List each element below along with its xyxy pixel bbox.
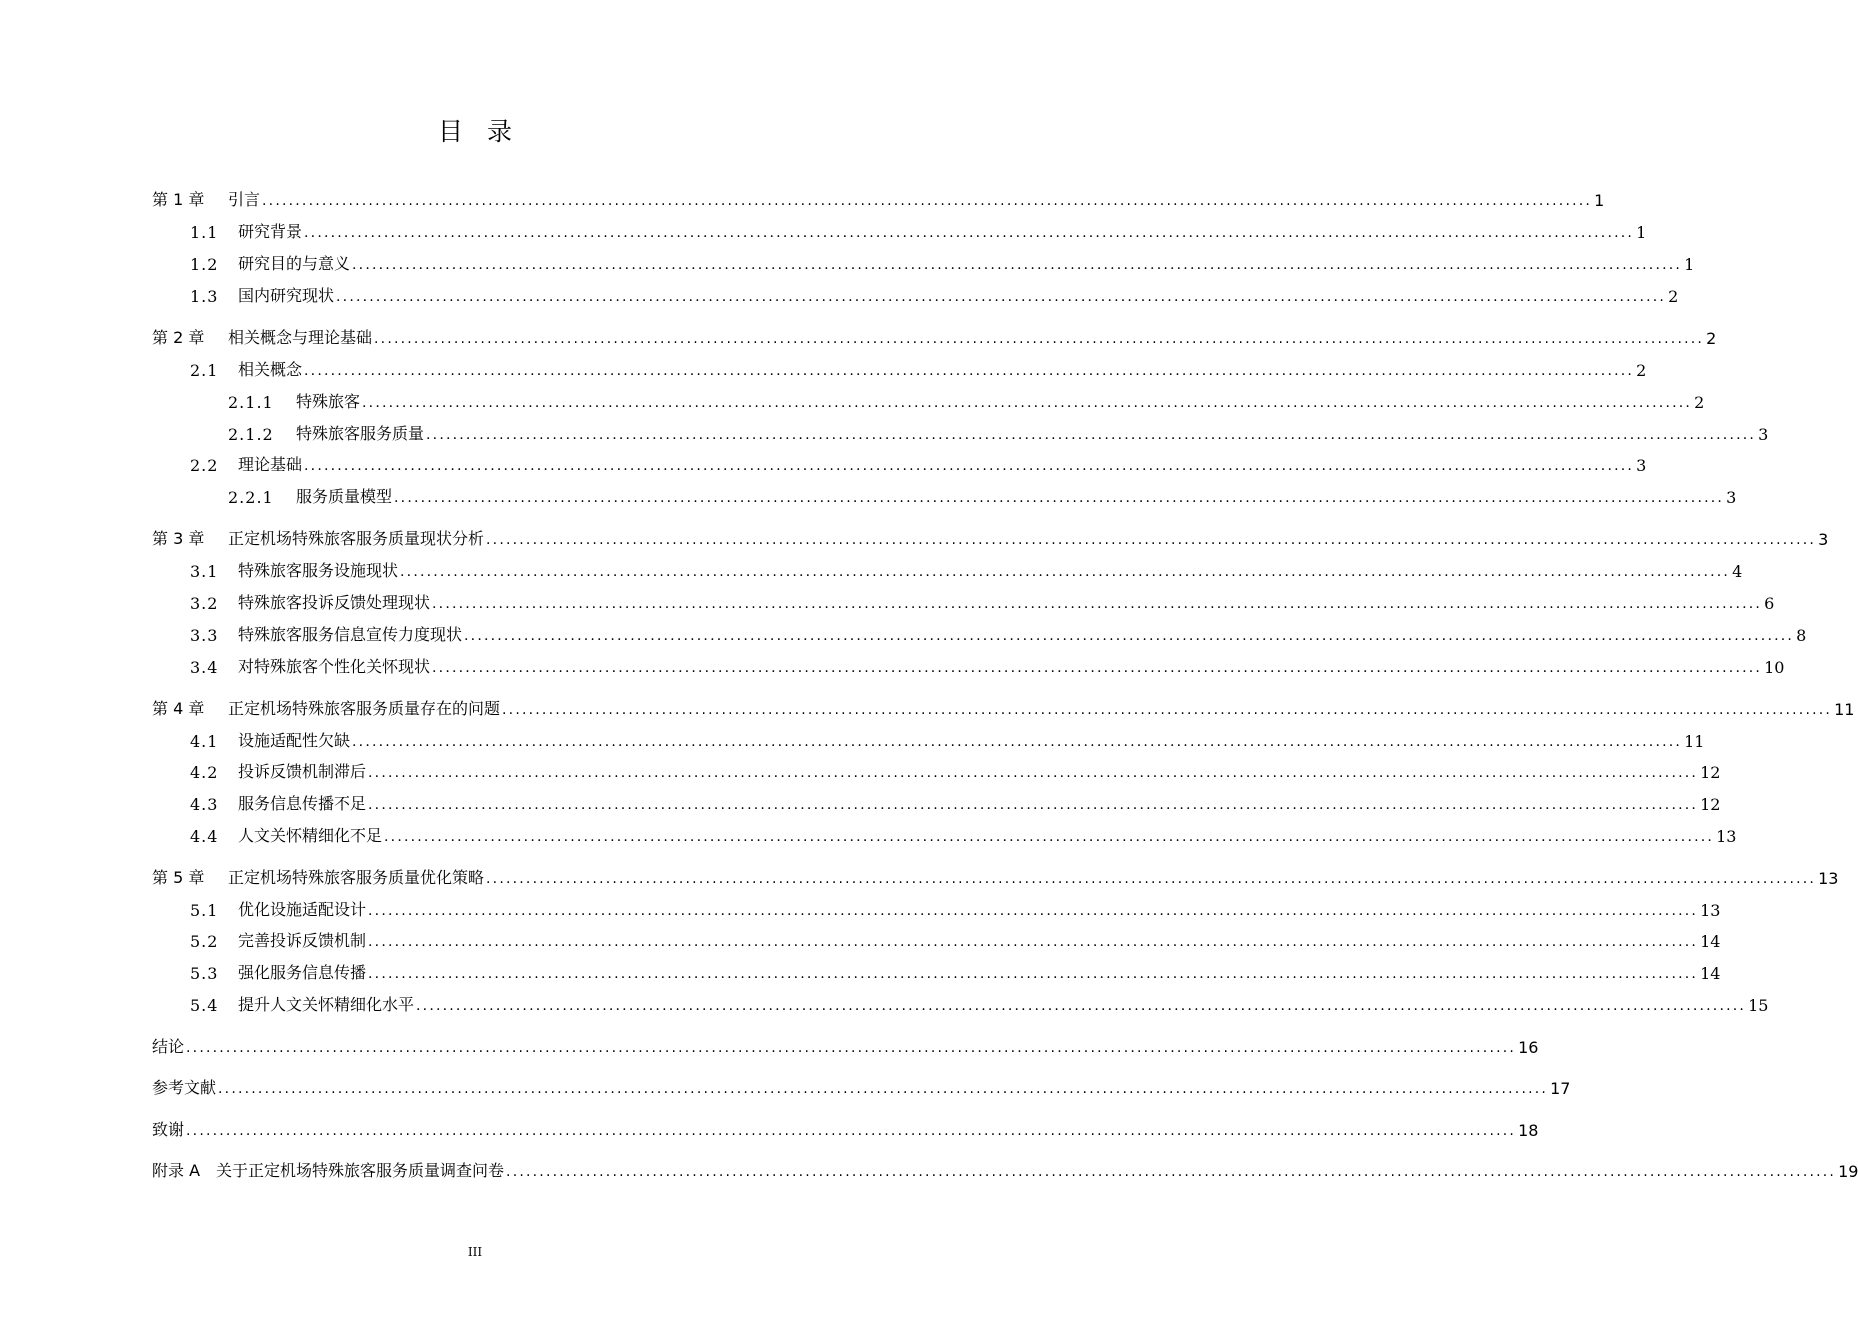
toc-leader-dots: ........................................................................................................................................................................................................ bbox=[304, 363, 1635, 379]
toc-leader-dots: ........................................................................................................................................................................................................ bbox=[368, 765, 1699, 781]
toc-entry-page: 2 bbox=[1668, 287, 1679, 306]
toc-entry-page: 10 bbox=[1764, 658, 1785, 677]
toc-entry-page: 19 bbox=[1838, 1162, 1858, 1181]
toc-entry-label: 完善投诉反馈机制 bbox=[238, 931, 367, 950]
toc-leader-dots: ........................................................................................................................................................................................................ bbox=[368, 934, 1699, 950]
toc-entry[interactable] bbox=[190, 729, 1705, 751]
toc-entry[interactable] bbox=[152, 326, 1717, 348]
toc-leader-dots: ........................................................................................................................................................................................................ bbox=[218, 1081, 1549, 1097]
toc-leader-dots: ........................................................................................................................................................................................................ bbox=[506, 1164, 1837, 1180]
toc-entry[interactable] bbox=[190, 655, 1785, 677]
toc-entry[interactable] bbox=[190, 453, 1647, 475]
toc-entry-label: 致谢 bbox=[152, 1120, 185, 1139]
toc-entry-label: 附录 A 关于正定机场特殊旅客服务质量调查问卷 bbox=[152, 1161, 505, 1180]
toc-leader-dots: ........................................................................................................................................................................................................ bbox=[384, 829, 1715, 845]
toc-leader-dots: ........................................................................................................................................................................................................ bbox=[362, 395, 1693, 411]
toc-entry[interactable] bbox=[190, 824, 1737, 846]
toc-entry-label: 强化服务信息传播 bbox=[238, 963, 367, 982]
toc-entry-label: 优化设施适配设计 bbox=[238, 900, 367, 919]
toc-entry-label: 人文关怀精细化不足 bbox=[238, 826, 383, 845]
toc-entry-number: 4.1 bbox=[190, 732, 219, 751]
toc-entry-page: 13 bbox=[1716, 827, 1737, 846]
toc-entry-number: 2.2.1 bbox=[228, 488, 274, 507]
toc-entry[interactable] bbox=[228, 390, 1705, 412]
toc-leader-dots: ........................................................................................................................................................................................................ bbox=[368, 903, 1699, 919]
toc-entry-number: 2.1 bbox=[190, 361, 219, 380]
toc-entry-label: 特殊旅客服务信息宣传力度现状 bbox=[238, 625, 463, 644]
toc-entry-label: 对特殊旅客个性化关怀现状 bbox=[238, 657, 431, 676]
toc-entry-page: 2 bbox=[1636, 361, 1647, 380]
toc-entry-label: 研究背景 bbox=[238, 222, 303, 241]
toc-entry-label: 引言 bbox=[228, 190, 261, 209]
toc-entry-number: 1.1 bbox=[190, 223, 219, 242]
toc-entry[interactable] bbox=[152, 697, 1855, 719]
toc-entry-label: 投诉反馈机制滞后 bbox=[238, 762, 367, 781]
toc-entry-page: 13 bbox=[1700, 901, 1721, 920]
toc-entry[interactable] bbox=[152, 1076, 1571, 1098]
toc-leader-dots: ........................................................................................................................................................................................................ bbox=[336, 289, 1667, 305]
toc-leader-dots: ........................................................................................................................................................................................................ bbox=[426, 427, 1757, 443]
toc-entry-label: 相关概念 bbox=[238, 360, 303, 379]
toc-entry-page: 3 bbox=[1726, 488, 1737, 507]
toc-leader-dots: ........................................................................................................................................................................................................ bbox=[486, 532, 1817, 548]
toc-entry-page: 3 bbox=[1758, 425, 1769, 444]
toc-entry-label: 研究目的与意义 bbox=[238, 254, 351, 273]
toc-entry-number: 3.1 bbox=[190, 562, 219, 581]
toc-entry-number: 1.3 bbox=[190, 287, 219, 306]
toc-entry[interactable] bbox=[152, 188, 1605, 210]
toc-entry-label: 正定机场特殊旅客服务质量存在的问题 bbox=[228, 699, 501, 718]
toc-entry-number: 3.3 bbox=[190, 626, 219, 645]
toc-entry-page: 1 bbox=[1684, 255, 1695, 274]
toc-entry-page: 1 bbox=[1636, 223, 1647, 242]
toc-entry-number: 2.1.2 bbox=[228, 425, 274, 444]
toc-entry-label: 提升人文关怀精细化水平 bbox=[238, 995, 415, 1014]
page-number: III bbox=[467, 1245, 483, 1259]
toc-entry-number: 第 5 章 bbox=[152, 868, 205, 887]
toc-entry[interactable] bbox=[228, 422, 1769, 444]
toc-entry-number: 3.2 bbox=[190, 594, 219, 613]
toc-title: 目录 bbox=[437, 117, 536, 146]
toc-entry-number: 5.2 bbox=[190, 932, 219, 951]
toc-leader-dots: ........................................................................................................................................................................................................ bbox=[352, 734, 1683, 750]
toc-entry[interactable] bbox=[190, 623, 1807, 645]
toc-leader-dots: ........................................................................................................................................................................................................ bbox=[352, 257, 1683, 273]
toc-entry-number: 5.3 bbox=[190, 964, 219, 983]
toc-entry-number: 第 2 章 bbox=[152, 328, 205, 347]
toc-entry-page: 11 bbox=[1684, 732, 1705, 751]
toc-entry[interactable] bbox=[152, 527, 1829, 549]
toc-entry-page: 4 bbox=[1732, 562, 1743, 581]
toc-entry-number: 5.4 bbox=[190, 996, 219, 1015]
toc-entry[interactable] bbox=[152, 1159, 1858, 1181]
toc-entry-label: 国内研究现状 bbox=[238, 286, 335, 305]
toc-entry-label: 特殊旅客 bbox=[296, 392, 361, 411]
toc-entry[interactable] bbox=[152, 1035, 1539, 1057]
toc-entry-page: 3 bbox=[1636, 456, 1647, 475]
toc-entry-page: 14 bbox=[1700, 964, 1721, 983]
toc-leader-dots: ........................................................................................................................................................................................................ bbox=[416, 998, 1747, 1014]
toc-entry-page: 12 bbox=[1700, 763, 1721, 782]
toc-entry-page: 11 bbox=[1834, 700, 1855, 719]
toc-leader-dots: ........................................................................................................................................................................................................ bbox=[304, 458, 1635, 474]
toc-entry[interactable] bbox=[190, 760, 1721, 782]
toc-entry[interactable] bbox=[190, 929, 1721, 951]
toc-entry-label: 设施适配性欠缺 bbox=[238, 731, 351, 750]
toc-entry-label: 特殊旅客服务设施现状 bbox=[238, 561, 399, 580]
toc-entry-label: 服务信息传播不足 bbox=[238, 794, 367, 813]
toc-entry[interactable] bbox=[190, 961, 1721, 983]
toc-entry-page: 6 bbox=[1764, 594, 1775, 613]
toc-leader-dots: ........................................................................................................................................................................................................ bbox=[502, 702, 1833, 718]
toc-entry[interactable] bbox=[190, 220, 1647, 242]
toc-entry-number: 第 3 章 bbox=[152, 529, 205, 548]
toc-entry[interactable] bbox=[228, 485, 1737, 507]
toc-entry[interactable] bbox=[190, 284, 1679, 306]
toc-entry[interactable] bbox=[190, 358, 1647, 380]
toc-leader-dots: ........................................................................................................................................................................................................ bbox=[432, 596, 1763, 612]
toc-leader-dots: ........................................................................................................................................................................................................ bbox=[262, 193, 1593, 209]
toc-entry-number: 4.2 bbox=[190, 763, 219, 782]
toc-entry-label: 特殊旅客投诉反馈处理现状 bbox=[238, 593, 431, 612]
toc-entry-number: 4.4 bbox=[190, 827, 219, 846]
toc-entry-label: 结论 bbox=[152, 1037, 185, 1056]
toc-entry[interactable] bbox=[190, 591, 1775, 613]
toc-leader-dots: ........................................................................................................................................................................................................ bbox=[394, 490, 1725, 506]
toc-entry-number: 3.4 bbox=[190, 658, 219, 677]
toc-entry[interactable] bbox=[190, 898, 1721, 920]
toc-entry-number: 2.2 bbox=[190, 456, 219, 475]
toc-leader-dots: ........................................................................................................................................................................................................ bbox=[464, 628, 1795, 644]
toc-entry-label: 参考文献 bbox=[152, 1078, 217, 1097]
toc-entry-number: 第 4 章 bbox=[152, 699, 205, 718]
toc-entry[interactable] bbox=[152, 1118, 1539, 1140]
toc-leader-dots: ........................................................................................................................................................................................................ bbox=[368, 797, 1699, 813]
toc-entry-number: 5.1 bbox=[190, 901, 219, 920]
toc-entry-label: 特殊旅客服务质量 bbox=[296, 424, 425, 443]
toc-leader-dots: ........................................................................................................................................................................................................ bbox=[304, 225, 1635, 241]
toc-entry-page: 8 bbox=[1796, 626, 1807, 645]
toc-leader-dots: ........................................................................................................................................................................................................ bbox=[368, 966, 1699, 982]
toc-leader-dots: ........................................................................................................................................................................................................ bbox=[374, 331, 1705, 347]
toc-entry[interactable] bbox=[190, 559, 1743, 581]
toc-entry-label: 服务质量模型 bbox=[296, 487, 393, 506]
toc-entry-page: 2 bbox=[1706, 329, 1717, 348]
toc-entry-page: 1 bbox=[1594, 191, 1605, 210]
toc-entry-page: 18 bbox=[1518, 1121, 1539, 1140]
toc-entry[interactable] bbox=[190, 252, 1695, 274]
toc-entry-page: 14 bbox=[1700, 932, 1721, 951]
toc-entry-number: 2.1.1 bbox=[228, 393, 274, 412]
toc-leader-dots: ........................................................................................................................................................................................................ bbox=[186, 1123, 1517, 1139]
toc-entry[interactable] bbox=[152, 866, 1839, 888]
toc-entry-page: 12 bbox=[1700, 795, 1721, 814]
toc-entry-page: 13 bbox=[1818, 869, 1839, 888]
toc-leader-dots: ........................................................................................................................................................................................................ bbox=[486, 871, 1817, 887]
toc-leader-dots: ........................................................................................................................................................................................................ bbox=[400, 564, 1731, 580]
toc-entry-page: 15 bbox=[1748, 996, 1769, 1015]
toc-entry-label: 相关概念与理论基础 bbox=[228, 328, 373, 347]
toc-leader-dots: ........................................................................................................................................................................................................ bbox=[432, 660, 1763, 676]
toc-entry-page: 3 bbox=[1818, 530, 1829, 549]
toc-entry-label: 理论基础 bbox=[238, 455, 303, 474]
toc-entry-page: 2 bbox=[1694, 393, 1705, 412]
toc-entry-number: 第 1 章 bbox=[152, 190, 205, 209]
toc-entry-label: 正定机场特殊旅客服务质量优化策略 bbox=[228, 868, 485, 887]
toc-entry-number: 4.3 bbox=[190, 795, 219, 814]
toc-leader-dots: ........................................................................................................................................................................................................ bbox=[186, 1040, 1517, 1056]
toc-entry[interactable] bbox=[190, 792, 1721, 814]
toc-entry-page: 17 bbox=[1550, 1079, 1571, 1098]
toc-entry-label: 正定机场特殊旅客服务质量现状分析 bbox=[228, 529, 485, 548]
toc-entry[interactable] bbox=[190, 993, 1769, 1015]
toc-entry-page: 16 bbox=[1518, 1038, 1539, 1057]
toc-entry-number: 1.2 bbox=[190, 255, 219, 274]
